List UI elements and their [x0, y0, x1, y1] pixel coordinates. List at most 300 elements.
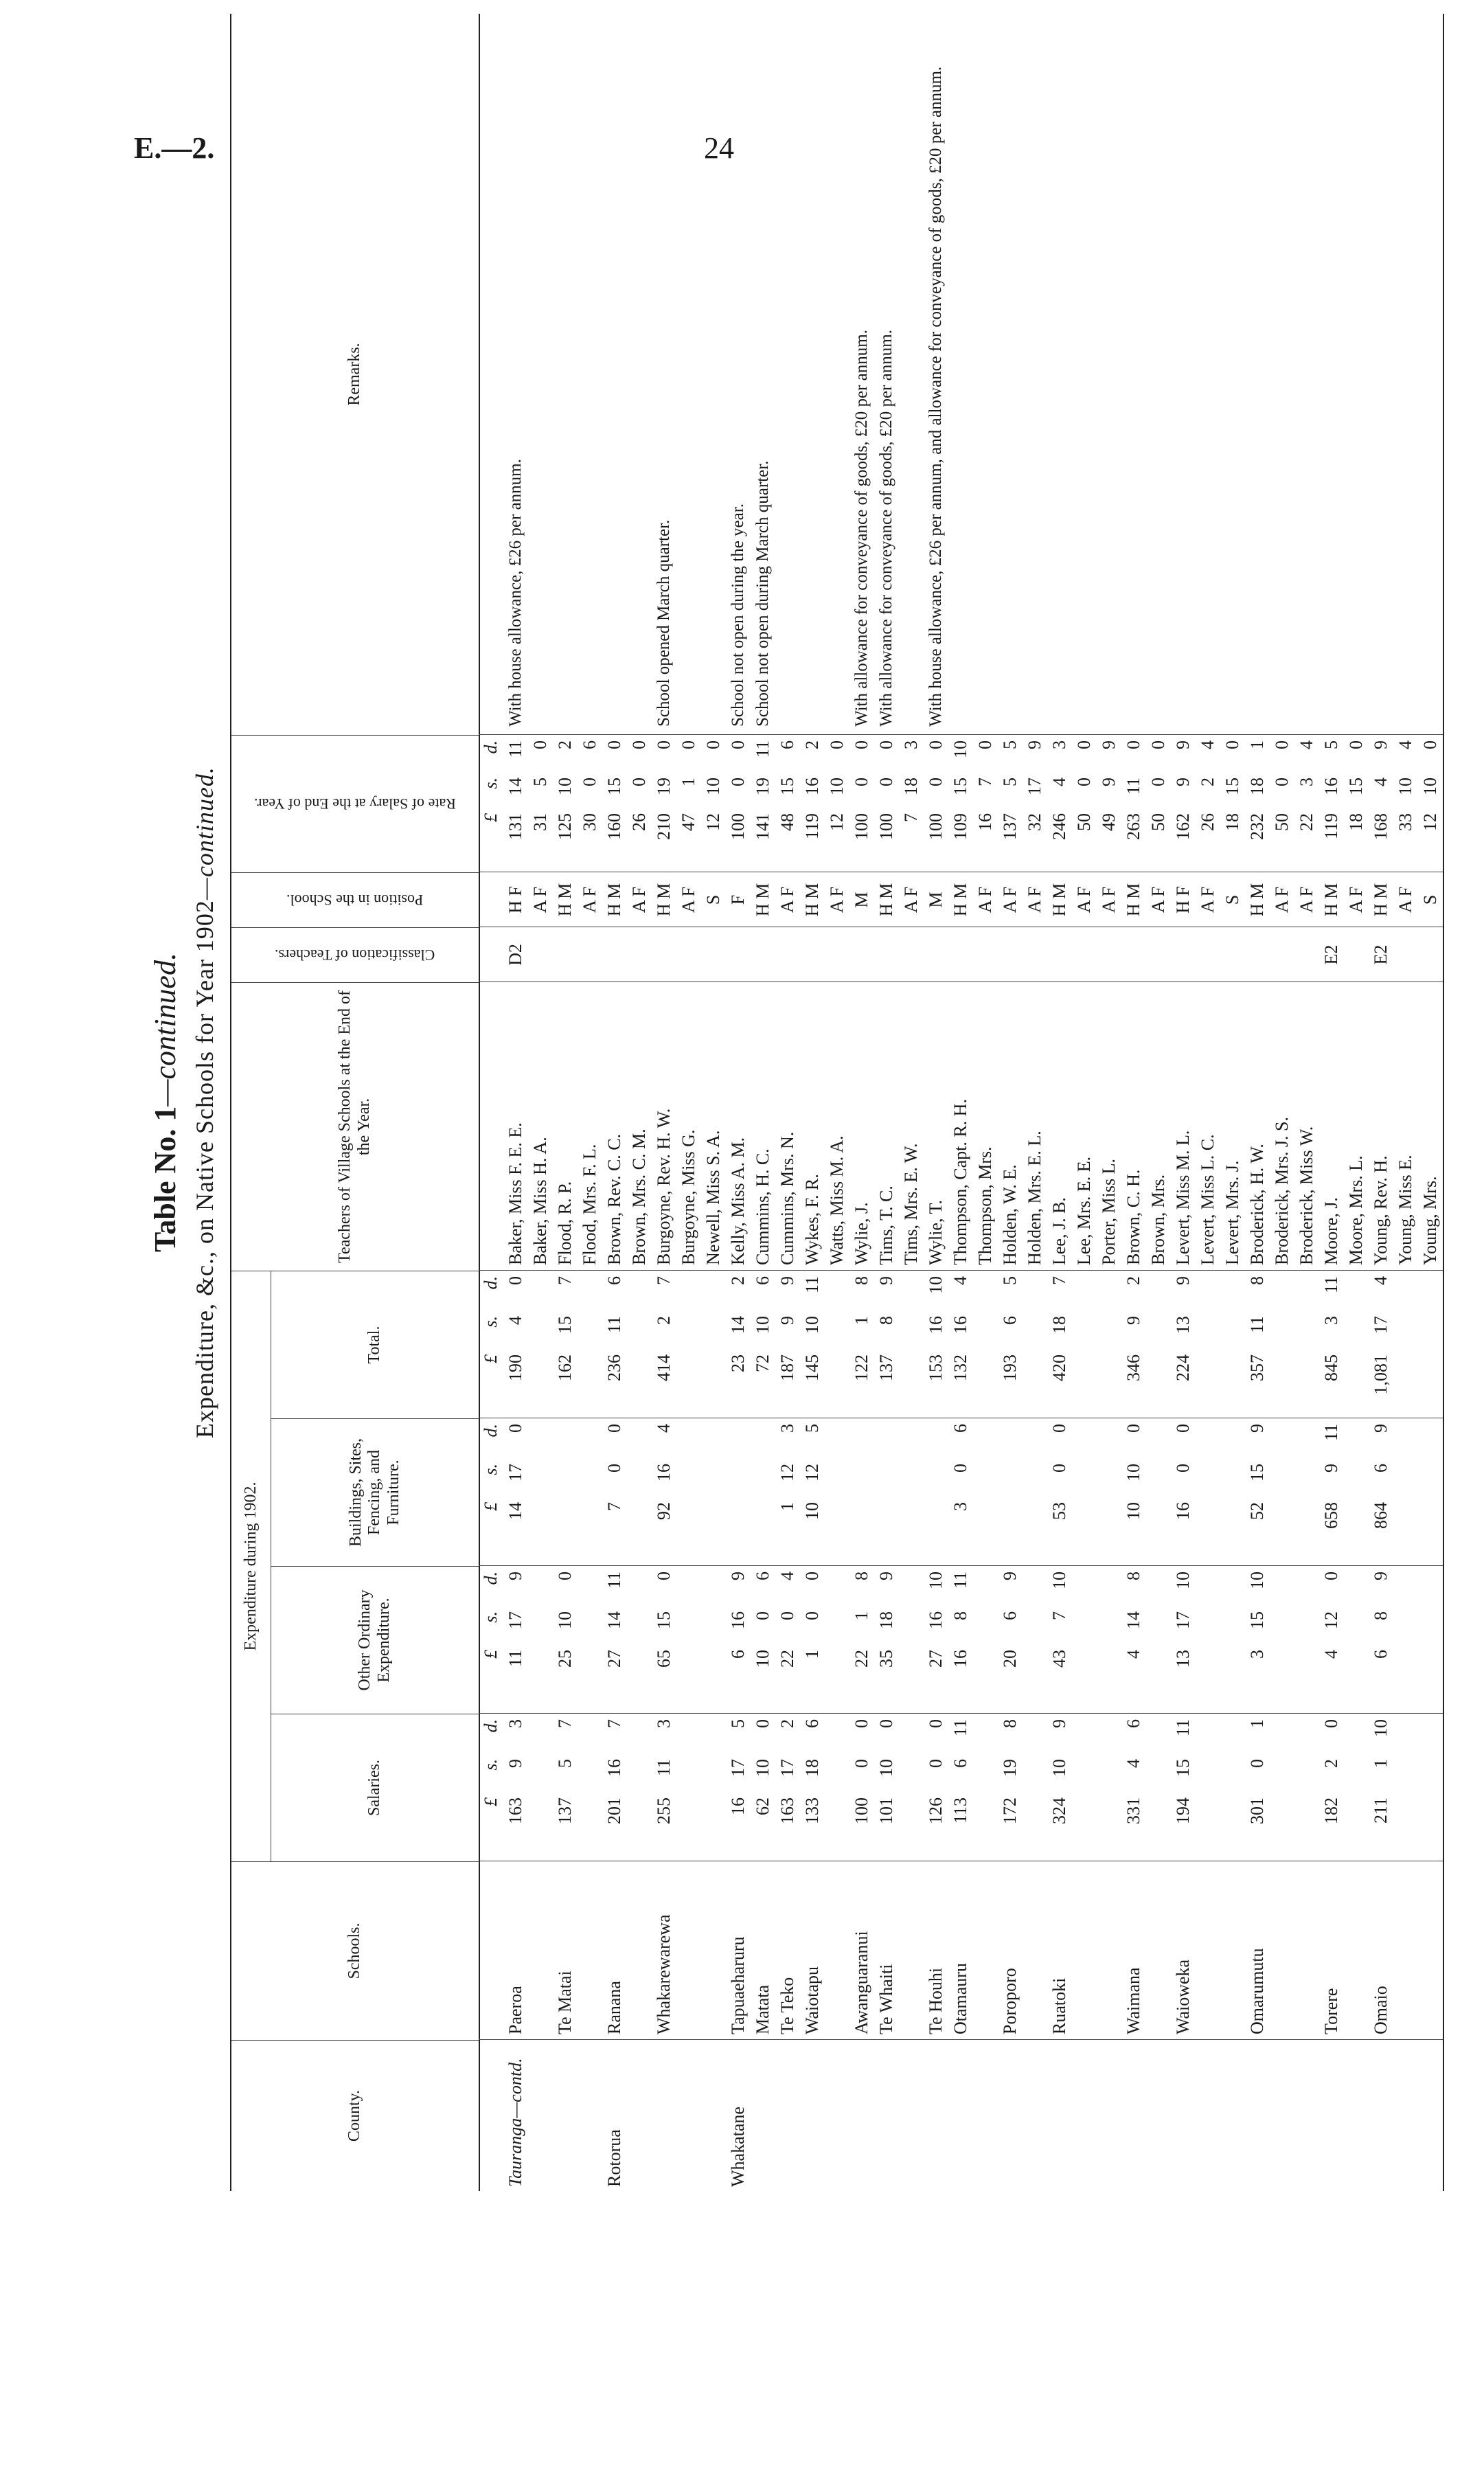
rate-shillings: 4	[1371, 778, 1391, 786]
bld-shillings	[1344, 1464, 1369, 1498]
sal-pence: 0	[876, 1719, 896, 1728]
oth-shillings: 12	[1321, 1611, 1341, 1629]
table-row	[1245, 14, 1270, 2191]
bld-shillings	[676, 1464, 701, 1498]
bld-shillings	[1023, 1464, 1047, 1498]
oth-shillings	[1220, 1611, 1245, 1646]
county-cell	[1097, 2043, 1121, 2187]
bld-pounds	[1393, 1502, 1418, 1566]
tot-pence	[627, 1276, 652, 1312]
teacher-cell: Broderick, H. W.	[1247, 1144, 1267, 1265]
teacher-cell: Watts, Miss M. A.	[827, 1135, 847, 1265]
tot-pence: 5	[1000, 1276, 1020, 1285]
tot-shillings	[1393, 1316, 1418, 1350]
rate-pence: 2	[802, 740, 822, 749]
oth-shillings: 17	[505, 1611, 525, 1629]
bld-pence	[899, 1424, 924, 1460]
teacher-cell: Tims, T. C.	[876, 1185, 896, 1265]
sal-pounds: 301	[1247, 1797, 1267, 1824]
bld-pence	[701, 1424, 726, 1460]
tot-pounds	[1418, 1354, 1443, 1418]
remarks-cell: With allowance for conveyance of goods, £20 per annum.	[852, 330, 871, 727]
position-cell: H M	[1321, 883, 1341, 917]
sal-shillings	[1146, 1759, 1171, 1793]
sal-pence	[1023, 1719, 1047, 1755]
bld-pence	[578, 1424, 602, 1460]
teacher-cell: Lee, Mrs. E. E.	[1074, 1156, 1094, 1265]
rate-pounds: 31	[530, 813, 550, 831]
school-cell	[1072, 1863, 1097, 2034]
tot-pence	[578, 1276, 602, 1312]
oth-pence	[627, 1571, 652, 1607]
county-cell	[924, 2043, 948, 2187]
oth-pounds	[528, 1650, 553, 1714]
rate-pounds: 168	[1371, 813, 1391, 840]
rate-pounds: 7	[901, 813, 921, 822]
tot-shillings: 6	[1000, 1316, 1020, 1325]
bld-pence: 5	[802, 1424, 822, 1433]
bld-pounds	[825, 1502, 849, 1566]
table-row	[973, 14, 998, 2191]
rate-shillings: 0	[629, 778, 649, 786]
oth-shillings	[528, 1611, 553, 1646]
tot-shillings: 10	[753, 1316, 773, 1334]
oth-pence	[1270, 1571, 1294, 1607]
remarks-cell	[1097, 19, 1121, 727]
remarks-cell	[676, 19, 701, 727]
county-cell	[1121, 2043, 1146, 2187]
school-cell	[1393, 1863, 1418, 2034]
oth-shillings: 7	[1049, 1611, 1069, 1620]
bld-pounds	[578, 1502, 602, 1566]
teacher-cell: Moore, Mrs. L.	[1346, 1155, 1366, 1265]
bld-shillings	[726, 1464, 751, 1498]
classification-cell	[998, 927, 1023, 982]
sal-shillings	[899, 1759, 924, 1793]
rate-pounds: 119	[1321, 813, 1341, 840]
oth-pounds: 6	[1371, 1650, 1391, 1659]
oth-pence: 9	[1000, 1571, 1020, 1580]
sal-pounds: 62	[753, 1797, 773, 1815]
sal-pounds: 331	[1123, 1797, 1143, 1824]
table-row	[1220, 14, 1245, 2191]
position-cell: H F	[505, 886, 525, 913]
position-cell: M	[852, 892, 871, 908]
bld-shillings: 9	[1321, 1464, 1341, 1473]
rate-pounds: 50	[1148, 813, 1168, 831]
bld-pence: 0	[1049, 1424, 1069, 1433]
bld-shillings	[528, 1464, 553, 1498]
tot-pence: 10	[926, 1276, 946, 1294]
remarks-cell	[1294, 19, 1319, 727]
rate-pounds: 125	[555, 813, 575, 840]
tot-pence	[676, 1276, 701, 1312]
rate-pounds: 119	[802, 813, 822, 840]
school-cell	[1023, 1863, 1047, 2034]
tot-shillings: 3	[1321, 1316, 1341, 1325]
tot-pounds: 414	[654, 1354, 674, 1381]
oth-pounds	[1072, 1650, 1097, 1714]
bld-shillings	[751, 1464, 775, 1498]
bld-pounds	[874, 1502, 899, 1566]
bld-pounds: 658	[1321, 1502, 1341, 1529]
table-row	[578, 14, 602, 2191]
county-cell	[1171, 2043, 1196, 2187]
sal-pounds: 113	[950, 1797, 970, 1824]
school-cell: Ranana	[604, 1981, 624, 2034]
remarks-cell	[1196, 19, 1220, 727]
tot-pounds: 122	[852, 1354, 871, 1381]
oth-shillings: 1	[852, 1611, 871, 1620]
sal-pence	[1196, 1719, 1220, 1755]
sal-pence: 0	[852, 1719, 871, 1728]
table-row	[652, 14, 676, 2191]
tot-pence: 0	[505, 1276, 525, 1285]
school-cell: Tapuaeharuru	[728, 1936, 748, 2034]
county-cell	[1344, 2043, 1369, 2187]
sal-pounds: 163	[505, 1797, 525, 1824]
oth-pounds: 25	[555, 1650, 575, 1668]
oth-shillings	[1023, 1611, 1047, 1646]
remarks-cell: School opened March quarter.	[654, 519, 673, 727]
rate-shillings: 16	[1321, 778, 1341, 795]
position-cell: M	[926, 892, 946, 908]
bld-pounds	[998, 1502, 1023, 1566]
classification-cell	[751, 927, 775, 982]
oth-pounds	[578, 1650, 602, 1714]
header-expenditure-group: Expenditure during 1902.	[231, 1271, 271, 1861]
rate-pence: 0	[852, 740, 871, 749]
oth-shillings: 0	[802, 1611, 822, 1620]
bld-pence	[1270, 1424, 1294, 1460]
sal-shillings: 18	[802, 1759, 822, 1777]
bld-pence	[627, 1424, 652, 1460]
remarks-cell: With allowance for conveyance of goods, £20 per annum.	[877, 330, 895, 727]
school-cell	[1146, 1863, 1171, 2034]
oth-pence: 11	[950, 1571, 970, 1589]
sal-pence	[1344, 1719, 1369, 1755]
sal-shillings	[627, 1759, 652, 1793]
classification-cell	[849, 927, 874, 982]
rate-pence: 4	[1198, 740, 1218, 749]
classification-cell	[726, 927, 751, 982]
tot-shillings: 18	[1049, 1316, 1069, 1334]
remarks-cell	[948, 19, 973, 727]
bld-pounds: 92	[654, 1502, 674, 1520]
teacher-cell: Holden, Mrs. E. L.	[1025, 1131, 1044, 1265]
tot-shillings	[701, 1316, 726, 1350]
school-cell	[973, 1863, 998, 2034]
sal-pence: 0	[926, 1719, 946, 1728]
county-cell	[973, 2043, 998, 2187]
sal-pence: 7	[555, 1719, 575, 1728]
sal-pence	[701, 1719, 726, 1755]
county-cell	[553, 2043, 578, 2187]
tot-pounds	[1393, 1354, 1418, 1418]
sal-pence	[1294, 1719, 1319, 1755]
bld-pounds: 864	[1371, 1502, 1391, 1529]
rate-shillings: 15	[1346, 778, 1366, 795]
sal-shillings	[1072, 1759, 1097, 1793]
rate-shillings: 3	[1297, 778, 1316, 786]
oth-shillings: 15	[1247, 1611, 1267, 1629]
sal-shillings	[1294, 1759, 1319, 1793]
rate-pence: 9	[1371, 740, 1391, 749]
oth-pence: 10	[926, 1571, 946, 1589]
header-county: County.	[231, 2040, 479, 2191]
tot-pounds: 137	[876, 1354, 896, 1381]
rate-pence: 0	[876, 740, 896, 749]
tot-pounds	[578, 1354, 602, 1418]
oth-pounds: 1	[802, 1650, 822, 1659]
sal-pounds	[1196, 1797, 1220, 1861]
sal-shillings: 17	[728, 1759, 748, 1777]
county-cell	[1196, 2043, 1220, 2187]
rate-pence: 5	[1000, 740, 1020, 749]
position-cell: H M	[555, 883, 575, 917]
classification-cell	[948, 927, 973, 982]
tot-shillings	[1294, 1316, 1319, 1350]
oth-pounds	[1220, 1650, 1245, 1714]
sal-pence	[1393, 1719, 1418, 1755]
header-salaries: Salaries.	[271, 1714, 479, 1861]
tot-shillings	[1344, 1316, 1369, 1350]
rate-pence: 10	[950, 740, 970, 758]
sal-pounds: 101	[876, 1797, 896, 1824]
sal-shillings: 10	[753, 1759, 773, 1777]
unit-label: d.	[481, 740, 501, 754]
sal-pence	[973, 1719, 998, 1755]
oth-pence: 9	[876, 1571, 896, 1580]
oth-pounds	[1294, 1650, 1319, 1714]
remarks-cell	[1393, 19, 1418, 727]
position-cell: S	[1222, 894, 1242, 905]
tot-shillings: 11	[1247, 1316, 1267, 1334]
table-row	[1319, 14, 1344, 2191]
school-cell: Omarumutu	[1247, 1948, 1267, 2034]
tot-pence: 9	[777, 1276, 797, 1285]
sal-pence	[1220, 1719, 1245, 1755]
bld-pence	[874, 1424, 899, 1460]
remarks-cell	[998, 19, 1023, 727]
county-cell	[528, 2043, 553, 2187]
classification-cell	[1270, 927, 1294, 982]
sal-pence	[1072, 1719, 1097, 1755]
rate-pence: 4	[1297, 740, 1316, 749]
rate-pence: 0	[1420, 740, 1440, 749]
rate-pounds: 109	[950, 813, 970, 840]
table-row	[825, 14, 849, 2191]
school-cell: Otamauru	[950, 1963, 970, 2034]
classification-cell	[973, 927, 998, 982]
header-rate: Rate of Salary at the End of Year.	[231, 735, 479, 872]
sal-shillings: 0	[926, 1759, 946, 1768]
remarks-cell	[1171, 19, 1196, 727]
oth-shillings	[1097, 1611, 1121, 1646]
sal-pounds	[1072, 1797, 1097, 1861]
teacher-cell: Brown, C. H.	[1123, 1169, 1143, 1265]
tot-pence: 9	[1173, 1276, 1193, 1285]
bld-pounds	[1270, 1502, 1294, 1566]
rate-shillings: 0	[580, 778, 600, 786]
sal-pounds: 182	[1321, 1797, 1341, 1824]
bld-pence: 6	[950, 1424, 970, 1433]
sal-shillings: 19	[1000, 1759, 1020, 1777]
tot-shillings	[676, 1316, 701, 1350]
bld-shillings: 0	[950, 1464, 970, 1473]
classification-cell: E2	[1321, 944, 1341, 965]
column-rule	[479, 2039, 1443, 2040]
oth-pence	[1294, 1571, 1319, 1607]
table-row	[1097, 14, 1121, 2191]
position-cell: H M	[1049, 883, 1069, 917]
sal-pounds	[676, 1797, 701, 1861]
sal-pence	[528, 1719, 553, 1755]
tot-pence	[1196, 1276, 1220, 1312]
sal-pounds	[528, 1797, 553, 1861]
rate-pounds: 100	[926, 813, 946, 840]
bld-pounds	[1344, 1502, 1369, 1566]
classification-cell	[676, 927, 701, 982]
remarks-cell: School not open during the year.	[729, 503, 747, 727]
school-cell	[1344, 1863, 1369, 2034]
bld-pounds	[528, 1502, 553, 1566]
sal-shillings	[1220, 1759, 1245, 1793]
classification-cell	[1344, 927, 1369, 982]
classification-cell: E2	[1371, 944, 1391, 965]
sal-pounds	[578, 1797, 602, 1861]
rate-pence: 0	[1346, 740, 1366, 749]
sal-pence: 2	[777, 1719, 797, 1728]
oth-pence	[1097, 1571, 1121, 1607]
position-cell: S	[703, 894, 723, 905]
rate-pounds: 12	[703, 813, 723, 831]
bld-pounds: 52	[1247, 1502, 1267, 1520]
tot-shillings	[1270, 1316, 1294, 1350]
teacher-cell: Wykes, F. R.	[802, 1174, 822, 1265]
table-row	[998, 14, 1023, 2191]
bld-pence	[1220, 1424, 1245, 1460]
county-cell	[1270, 2043, 1294, 2187]
tot-pounds: 193	[1000, 1354, 1020, 1381]
bld-pounds: 1	[777, 1502, 797, 1511]
table-row	[924, 14, 948, 2191]
tot-shillings: 13	[1173, 1316, 1193, 1334]
rate-pounds: 263	[1123, 813, 1143, 840]
tot-pounds: 153	[926, 1354, 946, 1381]
rate-shillings: 16	[802, 778, 822, 795]
oth-shillings	[1294, 1611, 1319, 1646]
header-position: Position in the School.	[231, 872, 479, 927]
column-rule	[479, 1713, 1443, 1714]
teacher-cell: Wylie, J.	[852, 1202, 871, 1265]
header-other-expenditure: Other Ordinary Expenditure.	[271, 1566, 479, 1714]
school-cell	[627, 1863, 652, 2034]
oth-shillings: 10	[555, 1611, 575, 1629]
classification-cell	[1047, 927, 1072, 982]
teacher-cell: Cummins, Mrs. N.	[777, 1131, 797, 1265]
tot-shillings: 17	[1371, 1316, 1391, 1334]
rate-shillings: 15	[950, 778, 970, 795]
position-cell: A F	[678, 886, 698, 913]
bld-pence	[1393, 1424, 1418, 1460]
tot-pence	[1418, 1276, 1443, 1312]
table-subtitle: Expenditure, &c., on Native Schools for Year 1902—continued.	[191, 767, 218, 1438]
rate-pounds: 137	[1000, 813, 1020, 840]
bld-pounds	[751, 1502, 775, 1566]
rate-pounds: 210	[654, 813, 674, 840]
school-cell	[1418, 1863, 1443, 2034]
bld-pounds: 10	[802, 1502, 822, 1520]
oth-shillings: 14	[1123, 1611, 1143, 1629]
oth-shillings	[1418, 1611, 1443, 1646]
classification-cell	[800, 927, 825, 982]
oth-pounds: 3	[1247, 1650, 1267, 1659]
remarks-cell	[528, 19, 553, 727]
classification-cell	[553, 927, 578, 982]
tot-pounds	[1270, 1354, 1294, 1418]
oth-pounds: 4	[1123, 1650, 1143, 1659]
tot-pence	[1393, 1276, 1418, 1312]
tot-pounds	[1072, 1354, 1097, 1418]
oth-shillings: 6	[1000, 1611, 1020, 1620]
classification-cell	[1072, 927, 1097, 982]
sal-pounds: 133	[802, 1797, 822, 1824]
tot-pounds: 187	[777, 1354, 797, 1381]
position-cell: S	[1420, 894, 1440, 905]
rate-pence: 0	[654, 740, 674, 749]
sal-pence	[1097, 1719, 1121, 1755]
county-cell: Tauranga—contd.	[505, 2058, 525, 2187]
sal-pounds: 126	[926, 1797, 946, 1824]
tot-pence: 4	[1371, 1276, 1391, 1285]
sal-pounds	[825, 1797, 849, 1861]
tot-pounds: 72	[753, 1354, 773, 1372]
bld-shillings: 17	[505, 1464, 525, 1482]
remarks-cell	[578, 19, 602, 727]
bld-shillings: 0	[604, 1464, 624, 1473]
oth-pence	[1393, 1571, 1418, 1607]
bld-pounds: 7	[604, 1502, 624, 1511]
county-cell	[800, 2043, 825, 2187]
table-row	[726, 14, 751, 2191]
oth-pence: 0	[654, 1571, 674, 1580]
teacher-cell: Baker, Miss H. A.	[530, 1137, 550, 1265]
teacher-cell: Young, Rev. H.	[1371, 1155, 1391, 1265]
section-reference: E.—2.	[134, 131, 215, 165]
classification-cell	[1294, 927, 1319, 982]
header-schools: Schools.	[231, 1861, 479, 2040]
oth-pence	[701, 1571, 726, 1607]
sal-pounds: 201	[604, 1797, 624, 1824]
school-cell: Ruatoki	[1049, 1977, 1069, 2034]
rate-shillings: 2	[1198, 778, 1218, 786]
classification-cell	[627, 927, 652, 982]
tot-pounds: 190	[505, 1354, 525, 1381]
school-cell	[825, 1863, 849, 2034]
rate-pence: 9	[1025, 740, 1044, 749]
teacher-cell: Thompson, Capt. R. H.	[950, 1099, 970, 1265]
tot-shillings: 1	[852, 1316, 871, 1325]
rate-shillings: 11	[1123, 778, 1143, 795]
county-cell	[874, 2043, 899, 2187]
remarks-cell	[899, 19, 924, 727]
sal-shillings: 16	[604, 1759, 624, 1777]
column-rule	[479, 1270, 1443, 1271]
oth-pence	[825, 1571, 849, 1607]
tot-pence	[825, 1276, 849, 1312]
bld-pence: 11	[1321, 1424, 1341, 1442]
